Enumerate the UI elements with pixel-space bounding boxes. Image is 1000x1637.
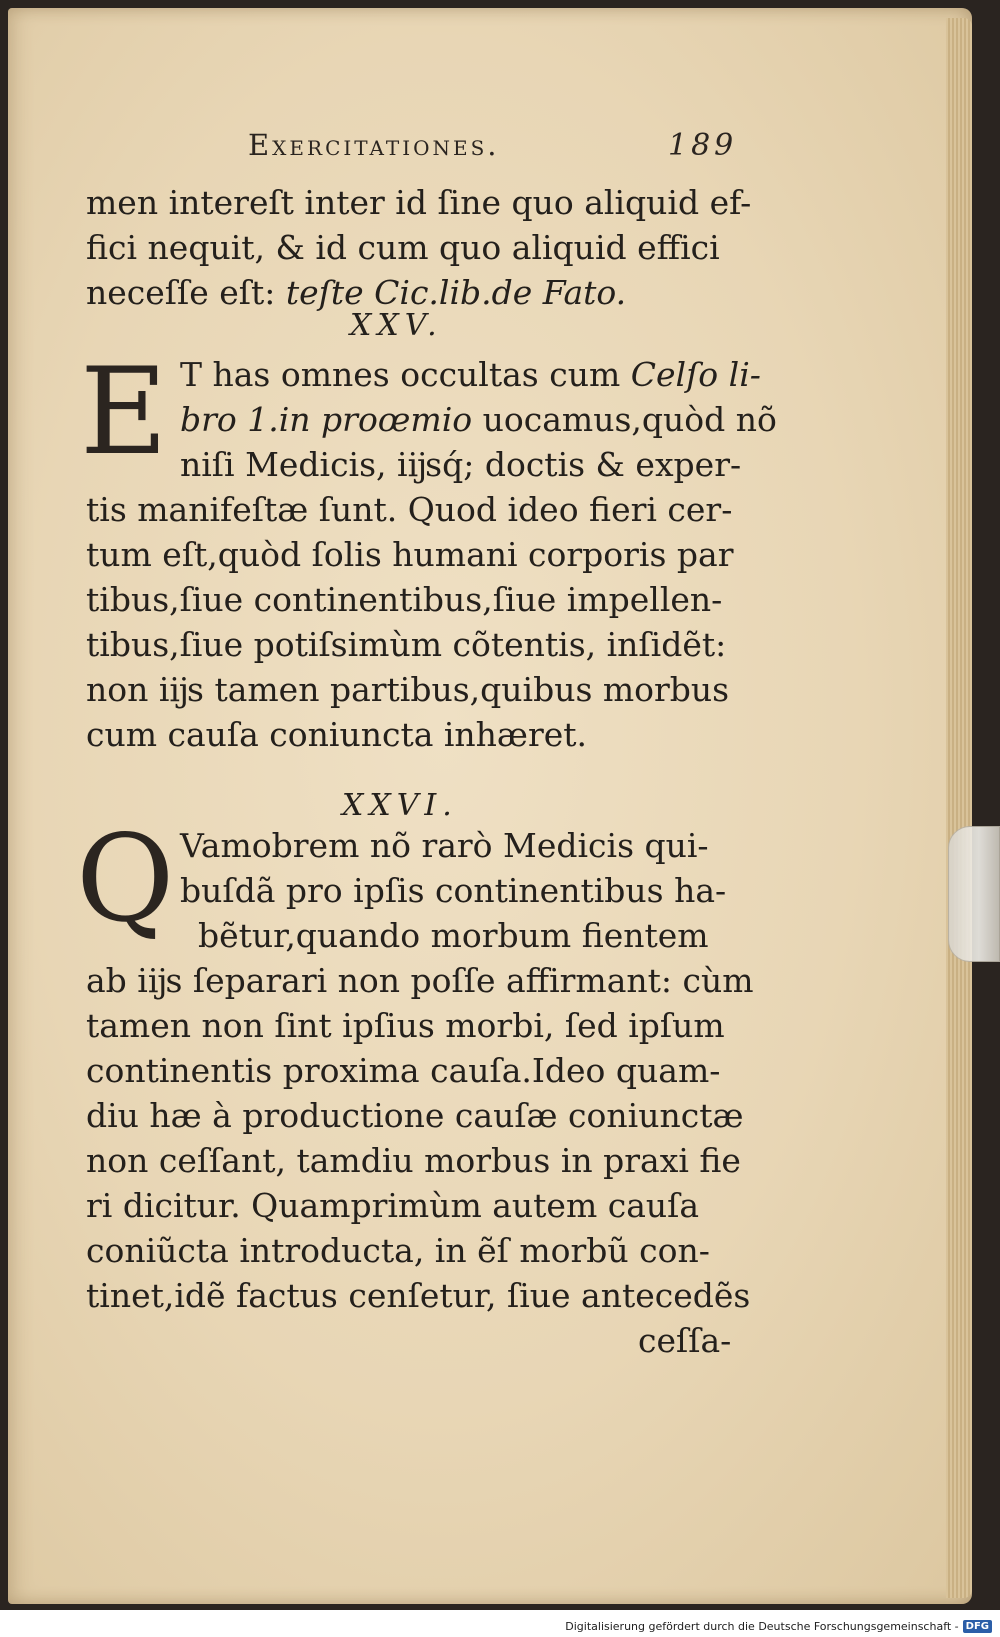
text-line [180,397,777,442]
text-roman: neceſſe eſt: [86,273,286,312]
text-line: cum cauſa coniuncta inhæret. [86,715,588,754]
dropcap-e: E [80,343,168,482]
text-line: diu hæ à productione cauſæ coniunctæ [86,1096,744,1135]
section-numeral-25: XXV. [350,308,443,343]
text-line: tibus,ſiue continentibus,ſiue impellen- [86,580,723,619]
section-25-indented [180,352,777,487]
section-25-body [86,487,746,757]
page-number: 189 [668,128,738,163]
digitization-credit [565,1620,992,1633]
book-page [8,8,972,1604]
text-line: bẽtur,quando morbum fientem [198,916,709,955]
text-line: coniũcta introducta, in ẽſ morbũ con- [86,1231,710,1270]
catchword: ceſſa- [638,1321,732,1360]
citation-italic: Celſo li- [630,355,761,394]
citation-italic: bro 1.in proœmio [180,400,473,439]
text-block-opening [86,180,752,315]
text-line [180,352,761,397]
text-line: men intereſt inter id ſine quo aliquid ef- [86,183,752,222]
section-26-indented [180,823,740,958]
text-line: tibus,ſiue potiſsimùm cõtentis, inſidẽt: [86,625,727,664]
running-title: Exercitationes. [248,128,500,162]
text-line: tamen non ſint ipſius morbi, ſed ipſum [86,1006,725,1045]
section-numeral-26: XXVI. [342,788,458,823]
text-roman: uocamus,quòd nõ [472,400,777,439]
text-line: non iĳs tamen partibus,quibus morbus [86,670,730,709]
dropcap-q: Q [76,810,175,949]
text-line: Vamobrem nõ rarò Medicis qui- [180,826,709,865]
text-line: tis manifeſtæ ſunt. Quod ideo fieri cer- [86,490,733,529]
text-line: ri dicitur. Quamprimùm autem cauſa [86,1186,700,1225]
page-tab-marker [948,826,1000,962]
text-line: continentis proxima cauſa.Ideo quam- [86,1051,721,1090]
text-line: buſdã pro ipſis continentibus ha- [180,871,727,910]
dfg-logo: DFG [963,1620,992,1633]
text-line: tum eſt,quòd ſolis humani corporis par [86,535,734,574]
text-line: niſi Medicis, iĳsq́; doctis & exper- [180,445,742,484]
credit-text: Digitalisierung gefördert durch die Deutsche Forschungsgemeinschaft - [565,1620,959,1633]
text-line: non ceſſant, tamdiu morbus in praxi fie [86,1141,741,1180]
page-header [248,128,768,162]
text-line: fici nequit, & id cum quo aliquid effici [86,228,720,267]
citation-italic: teſte Cic.lib.de Fato. [285,273,627,312]
section-26-body [86,958,754,1318]
text-line: tinet,idẽ factus cenſetur, ſiue antecedẽs [86,1276,751,1315]
text-line: ab iĳs ſeparari non poſſe affirmant: cùm [86,961,754,1000]
text-roman: T has omnes occultas cum [180,355,631,394]
page-edges [946,18,972,1598]
